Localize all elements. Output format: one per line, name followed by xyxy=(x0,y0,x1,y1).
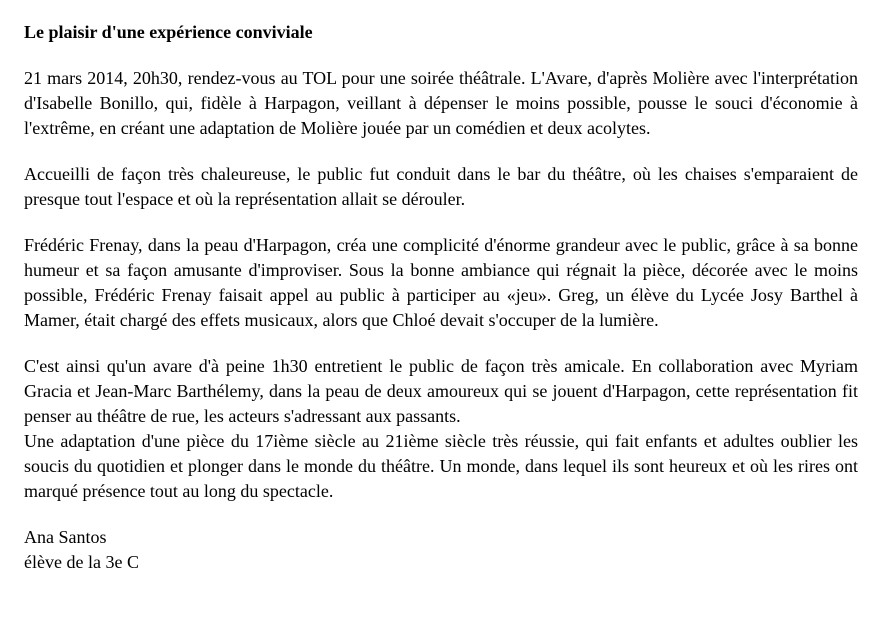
document-title: Le plaisir d'une expérience conviviale xyxy=(24,22,313,42)
signature-block xyxy=(24,525,858,575)
paragraph-accueil: Accueilli de façon très chaleureuse, le public fut conduit dans le bar du théâtre, où les chaises s'emparaient de presque tout l'espace et où la représentation allait se dérouler. xyxy=(24,164,858,209)
signature-role: élève de la 3e C xyxy=(24,552,139,572)
paragraph-adaptation: Une adaptation d'une pièce du 17ième siècle au 21ième siècle très réussie, qui fait enfants et adultes oublier les soucis du quotidien et plonger dans le monde du théâtre. Un monde, dans lequel ils sont heureux et où les rires ont marqué présence tout au long du spectacle. xyxy=(24,431,858,501)
paragraph-frederic-frenay: Frédéric Frenay, dans la peau d'Harpagon, créa une complicité d'énorme grandeur avec le public, grâce à sa bonne humeur et sa façon amusante d'improviser. Sous la bonne ambiance qui régnait la pièce, décorée avec le moins possible, Frédéric Frenay faisait appel au public à participer au «jeu». Greg, un élève du Lycée Josy Barthel à Mamer, était chargé des effets musicaux, alors que Chloé devait s'occuper de la lumière. xyxy=(24,235,858,330)
paragraph-intro: 21 mars 2014, 20h30, rendez-vous au TOL pour une soirée théâtrale. L'Avare, d'après Molière avec l'interprétation d'Isabelle Bonillo, qui, fidèle à Harpagon, veillant à dépenser le moins possible, pousse le souci d'économie à l'extrême, en créant une adaptation de Molière jouée par un comédien et deux acolytes. xyxy=(24,68,858,138)
signature-name: Ana Santos xyxy=(24,527,107,547)
paragraph-collaboration: C'est ainsi qu'un avare d'à peine 1h30 entretient le public de façon très amicale. En collaboration avec Myriam Gracia et Jean-Marc Barthélemy, dans la peau de deux amoureux qui se jouent d'Harpagon, cette représentation fit penser au théâtre de rue, les acteurs s'adressant aux passants. xyxy=(24,356,858,426)
